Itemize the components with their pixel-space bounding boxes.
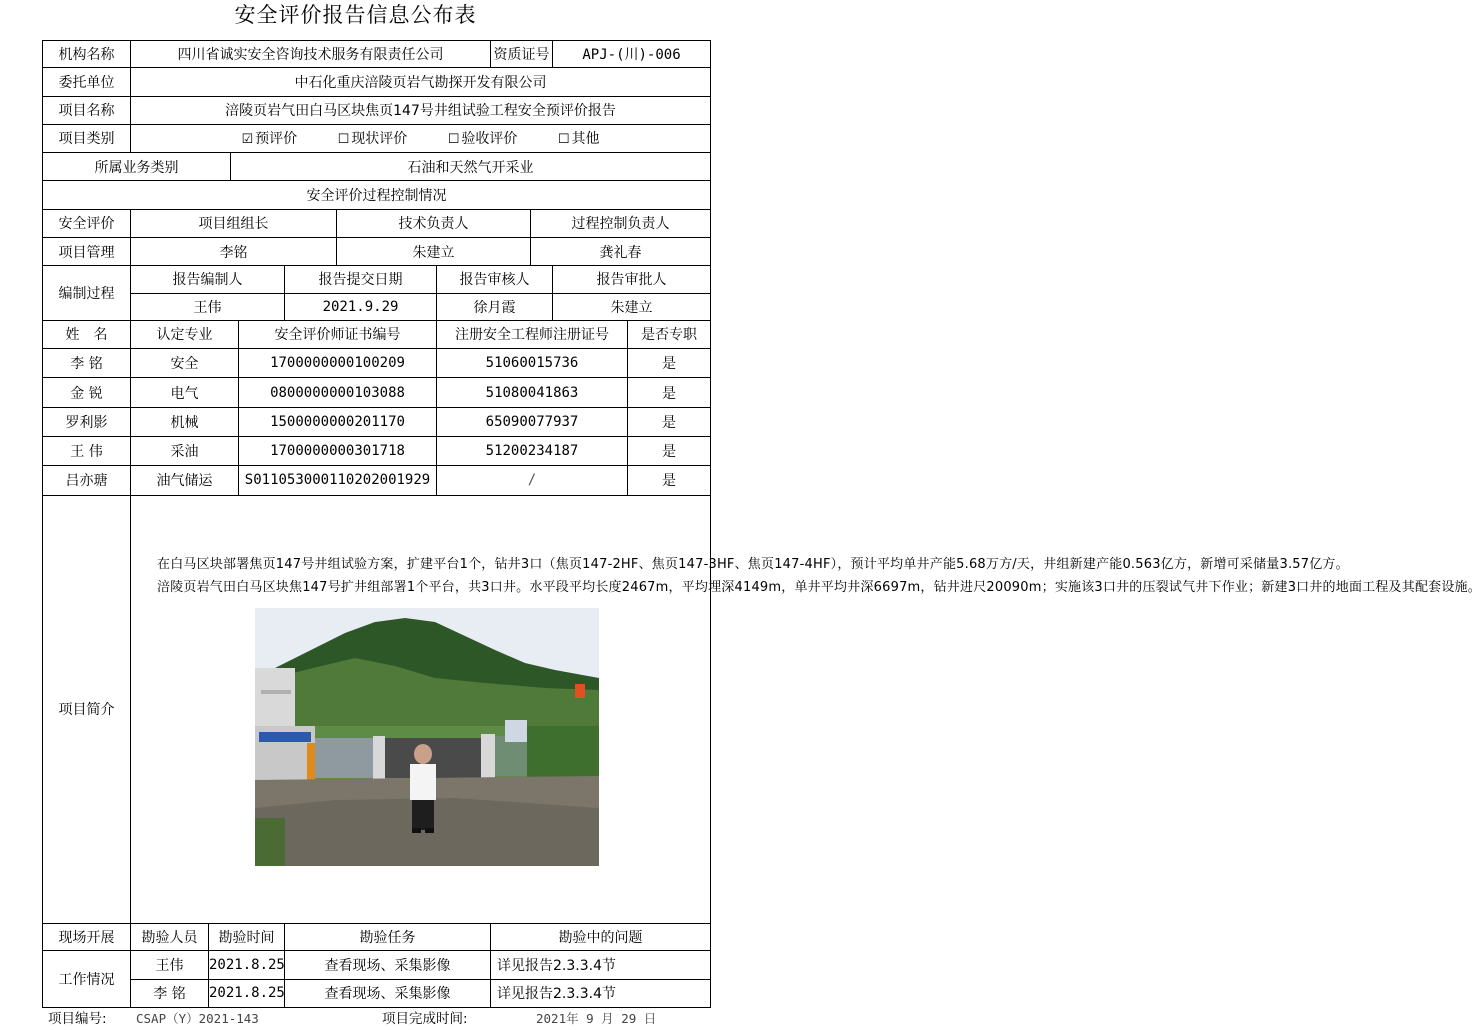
table-row [43, 951, 711, 979]
staff-name: 罗利影 [43, 407, 131, 436]
footer [0, 1008, 711, 1030]
inspect-task: 查看现场、采集影像 [285, 979, 491, 1007]
staff-cert: S011053000110202001929 [239, 466, 437, 495]
staff-major: 电气 [131, 378, 239, 407]
inspect-task: 查看现场、采集影像 [285, 951, 491, 979]
inspector: 王伟 [131, 951, 209, 979]
staff-fulltime: 是 [628, 407, 711, 436]
site-photo-illustration [255, 608, 599, 866]
staff-fulltime: 是 [628, 378, 711, 407]
agency-name: 四川省诚实安全咨询技术服务有限责任公司 [131, 41, 491, 68]
staff-name: 王 伟 [43, 436, 131, 465]
staff-major: 油气储运 [131, 466, 239, 495]
project-name-row [43, 96, 711, 124]
compiler: 王伟 [131, 293, 285, 320]
site-work-label-bottom: 工作情况 [43, 951, 131, 1008]
inspector: 李 铭 [131, 979, 209, 1007]
staff-reg: / [437, 466, 628, 495]
type-option-current: ☐ 现状评价 [337, 131, 408, 148]
process-lead-header: 过程控制负责人 [531, 209, 711, 237]
staff-header-row [43, 320, 711, 348]
inspect-date: 2021.8.25 [209, 979, 285, 1007]
staff-cert: 1700000000100209 [239, 349, 437, 378]
inspect-issue: 详见报告2.3.3.4节 [491, 979, 711, 1007]
person [414, 744, 432, 764]
client-row [43, 68, 711, 96]
business-row [43, 153, 711, 181]
staff-cert-header: 安全评价师证书编号 [239, 320, 437, 348]
client-name: 中石化重庆涪陵页岩气勘探开发有限公司 [131, 68, 711, 96]
business-value: 石油和天然气开采业 [231, 153, 711, 181]
reviewer-header: 报告审核人 [437, 266, 553, 293]
submit-date-header: 报告提交日期 [285, 266, 437, 293]
team-leader: 李铭 [131, 237, 337, 265]
inspect-task-header: 勘验任务 [285, 924, 491, 951]
tech-lead: 朱建立 [337, 237, 531, 265]
approver: 朱建立 [553, 293, 711, 320]
checkbox-empty-icon: ☐ [337, 132, 350, 148]
building [255, 668, 295, 728]
table-row [43, 979, 711, 1007]
staff-name-header: 姓 名 [43, 320, 131, 348]
staff-fulltime: 是 [628, 349, 711, 378]
project-no-label: 项目编号: [48, 1011, 107, 1027]
inspector-header: 勘验人员 [131, 924, 209, 951]
type-option-other: ☐ 其他 [557, 131, 600, 148]
disclosure-table [42, 40, 1481, 1008]
type-option-acceptance: ☐ 验收评价 [447, 131, 518, 148]
site-photo [255, 608, 599, 866]
intro-paragraph-2: 涪陵页岩气田白马区块焦147号扩井组部署1个平台，共3口井。水平段平均长度2467m，平均埋深4149m，单井平均井深6697m，钻井进尺20090m；实施该3口井的压裂试气井下作业；新建3口井的地面工程及其配套设施。 [157, 580, 1481, 596]
inspect-date: 2021.8.25 [209, 951, 285, 979]
completion-label: 项目完成时间: [382, 1011, 468, 1027]
reviewer: 徐月霞 [437, 293, 553, 320]
tech-lead-header: 技术负责人 [337, 209, 531, 237]
project-no: CSAP（Y）2021-143 [136, 1011, 259, 1026]
staff-major-header: 认定专业 [131, 320, 239, 348]
staff-fulltime-header: 是否专职 [628, 320, 711, 348]
gate-pillar-right [481, 734, 495, 780]
project-name-label: 项目名称 [43, 96, 131, 124]
table-row [43, 378, 711, 407]
approver-header: 报告审批人 [553, 266, 711, 293]
client-label: 委托单位 [43, 68, 131, 96]
business-label: 所属业务类别 [43, 153, 231, 181]
process-lead: 龚礼春 [531, 237, 711, 265]
team-leader-header: 项目组组长 [131, 209, 337, 237]
staff-name: 李 铭 [43, 349, 131, 378]
process-title-row [43, 181, 711, 209]
completion-date: 2021年 9 月 29 日 [536, 1011, 657, 1026]
table-row [43, 436, 711, 465]
submit-date: 2021.9.29 [285, 293, 437, 320]
cert-label: 资质证号 [491, 41, 553, 68]
process-title: 安全评价过程控制情况 [43, 181, 711, 209]
type-option-pre: ☑ 预评价 [241, 131, 298, 148]
project-type-options [131, 124, 711, 152]
compilation-value-row [43, 293, 711, 320]
staff-cert: 0800000000103088 [239, 378, 437, 407]
staff-reg: 51060015736 [437, 349, 628, 378]
table-row [43, 407, 711, 436]
staff-major: 采油 [131, 436, 239, 465]
table-row [43, 349, 711, 378]
staff-fulltime: 是 [628, 466, 711, 495]
compilation-label: 编制过程 [43, 266, 131, 321]
agency-row [43, 41, 711, 68]
inspect-issue: 详见报告2.3.3.4节 [491, 951, 711, 979]
staff-major: 安全 [131, 349, 239, 378]
management-value-row [43, 237, 711, 265]
page-title: 安全评价报告信息公布表 [234, 3, 477, 27]
checkbox-empty-icon: ☐ [447, 132, 460, 148]
compiler-header: 报告编制人 [131, 266, 285, 293]
staff-major: 机械 [131, 407, 239, 436]
management-label-top: 安全评价 [43, 209, 131, 237]
site-work-label-top: 现场开展 [43, 924, 131, 951]
gate-pillar-left [373, 736, 385, 780]
table-row [43, 466, 711, 495]
staff-cert: 1700000000301718 [239, 436, 437, 465]
intro-row [43, 495, 711, 923]
staff-reg: 51080041863 [437, 378, 628, 407]
intro-paragraph-1: 在白马区块部署焦页147号井组试验方案，扩建平台1个，钻井3口（焦页147-2HF、焦页147-3HF、焦页147-4HF），预计平均单井产能5.68万方/天，井组新建产能0.563亿方，新增可采储量3.57亿方。 [157, 556, 1349, 572]
project-type-label: 项目类别 [43, 124, 131, 152]
staff-reg: 51200234187 [437, 436, 628, 465]
site-work-header-row [43, 924, 711, 951]
inspect-issue-header: 勘验中的问题 [491, 924, 711, 951]
staff-name: 吕亦瑭 [43, 466, 131, 495]
staff-cert: 1500000000201170 [239, 407, 437, 436]
management-label-bottom: 项目管理 [43, 237, 131, 265]
project-name: 涪陵页岩气田白马区块焦页147号井组试验工程安全预评价报告 [131, 96, 711, 124]
checkbox-empty-icon: ☐ [557, 132, 570, 148]
staff-fulltime: 是 [628, 436, 711, 465]
fence-left [315, 738, 375, 778]
staff-reg-header: 注册安全工程师注册证号 [437, 320, 628, 348]
checkbox-checked-icon: ☑ [241, 132, 254, 148]
staff-name: 金 锐 [43, 378, 131, 407]
cert-number: APJ-(川)-006 [553, 41, 711, 68]
compilation-header-row [43, 266, 711, 293]
intro-label: 项目简介 [43, 495, 131, 923]
staff-reg: 65090077937 [437, 407, 628, 436]
intro-content [131, 495, 1481, 923]
project-type-row [43, 124, 711, 152]
management-header-row [43, 209, 711, 237]
inspect-date-header: 勘验时间 [209, 924, 285, 951]
agency-label: 机构名称 [43, 41, 131, 68]
